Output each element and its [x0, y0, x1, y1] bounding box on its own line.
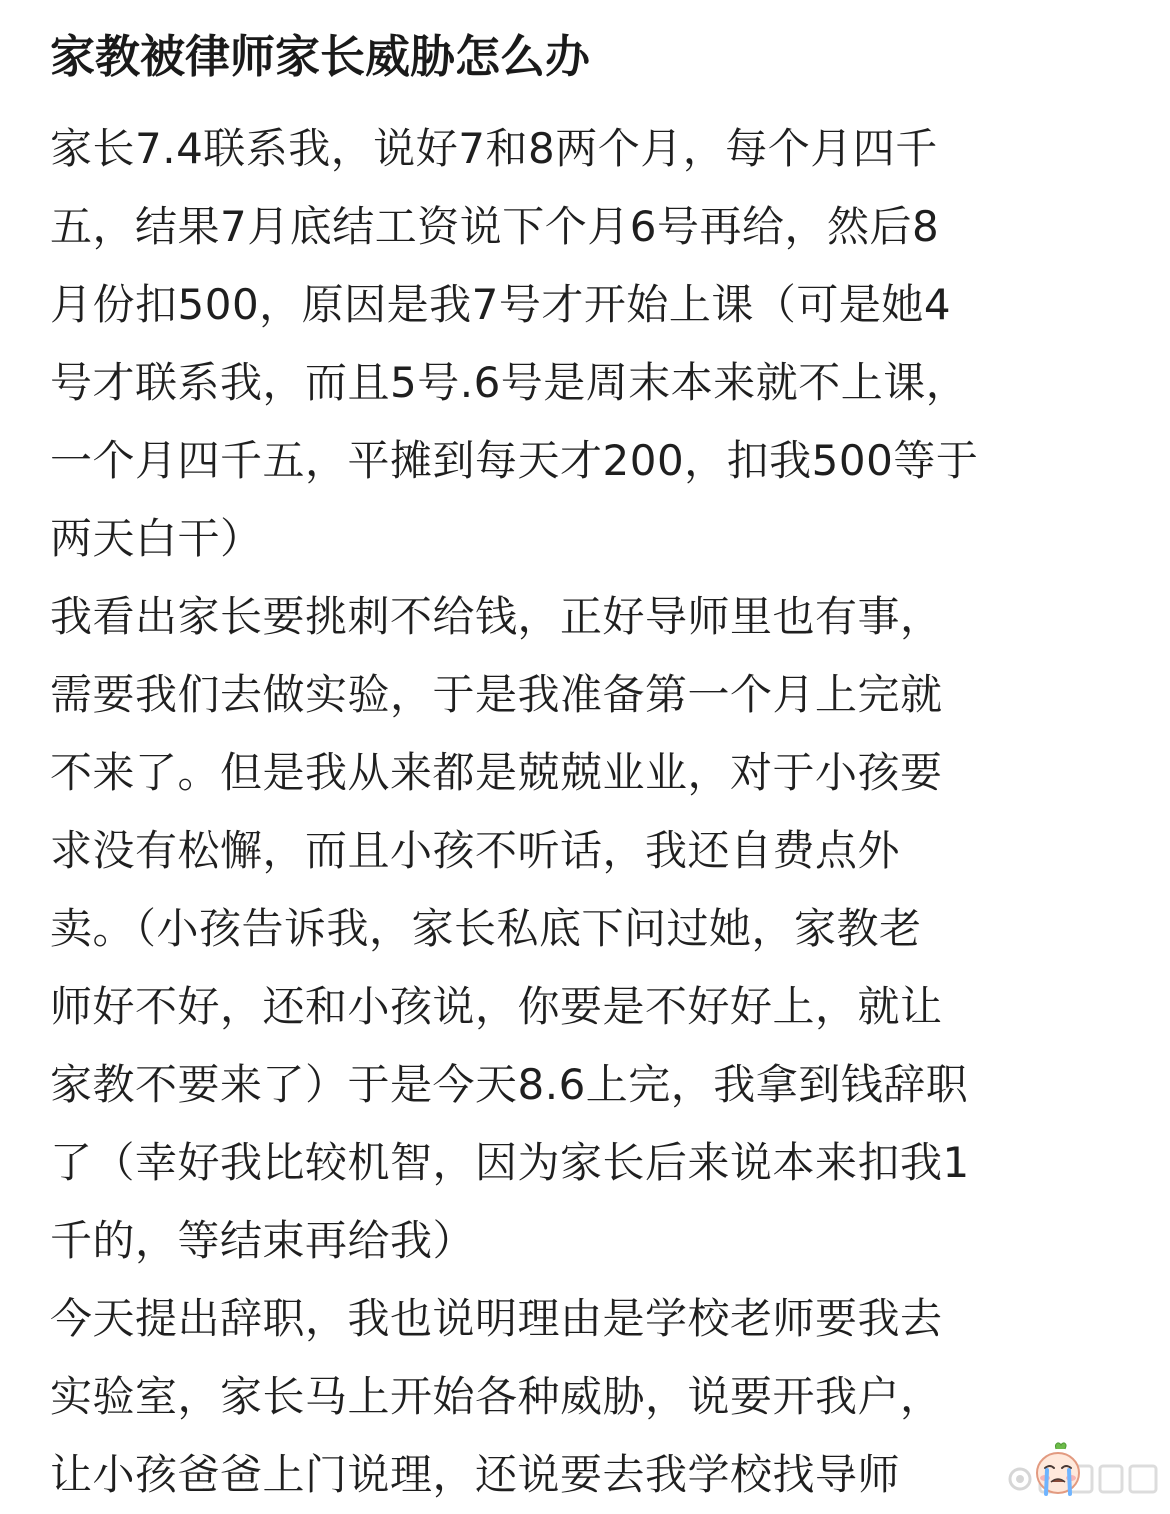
post-body-line: 号才联系我，而且5号.6号是周末本来就不上课， [50, 358, 969, 407]
post-body-line: 了（幸好我比较机智，因为家长后来说本来扣我1 [50, 1138, 970, 1187]
post-body-line: 求没有松懈，而且小孩不听话，我还自费点外 [50, 826, 901, 875]
post-body-line: 今天提出辞职，我也说明理由是学校老师要我去 [50, 1294, 943, 1343]
post-body-line: 五，结果7月底结工资说下个月6号再给，然后8 [50, 202, 940, 251]
post-body-line: 月份扣500，原因是我7号才开始上课（可是她4 [50, 280, 952, 329]
post-body-line: 实验室，家长马上开始各种威胁，说要开我户， [50, 1372, 943, 1421]
post-body-line: 让小孩爸爸上门说理，还说要去我学校找导师 [50, 1450, 901, 1499]
post-title: 家教被律师家长威胁怎么办 [50, 30, 591, 83]
post-body-line: 千的，等结束再给我） [50, 1216, 476, 1265]
post-body-line: 两天白干） [50, 514, 263, 563]
post-body-line: 一个月四千五，平摊到每天才200，扣我500等于 [50, 436, 979, 485]
post-body-line: 师好不好，还和小孩说，你要是不好好上，就让 [50, 982, 943, 1031]
post-body-line: 不来了。但是我从来都是兢兢业业，对于小孩要 [50, 748, 943, 797]
post-body-line: 卖。（小孩告诉我，家长私底下问过她，家教老 [50, 904, 922, 953]
post-container [50, 0, 1125, 1514]
crying-face-icon [1032, 1440, 1084, 1498]
post-body [50, 110, 1125, 1514]
post-body-line: 我看出家长要挑刺不给钱，正好导师里也有事， [50, 592, 943, 641]
post-body-line: 家长7.4联系我，说好7和8两个月，每个月四千 [50, 124, 938, 173]
post-body-line: 家教不要来了）于是今天8.6上完，我拿到钱辞职 [50, 1060, 969, 1109]
post-body-line: 需要我们去做实验，于是我准备第一个月上完就 [50, 670, 943, 719]
